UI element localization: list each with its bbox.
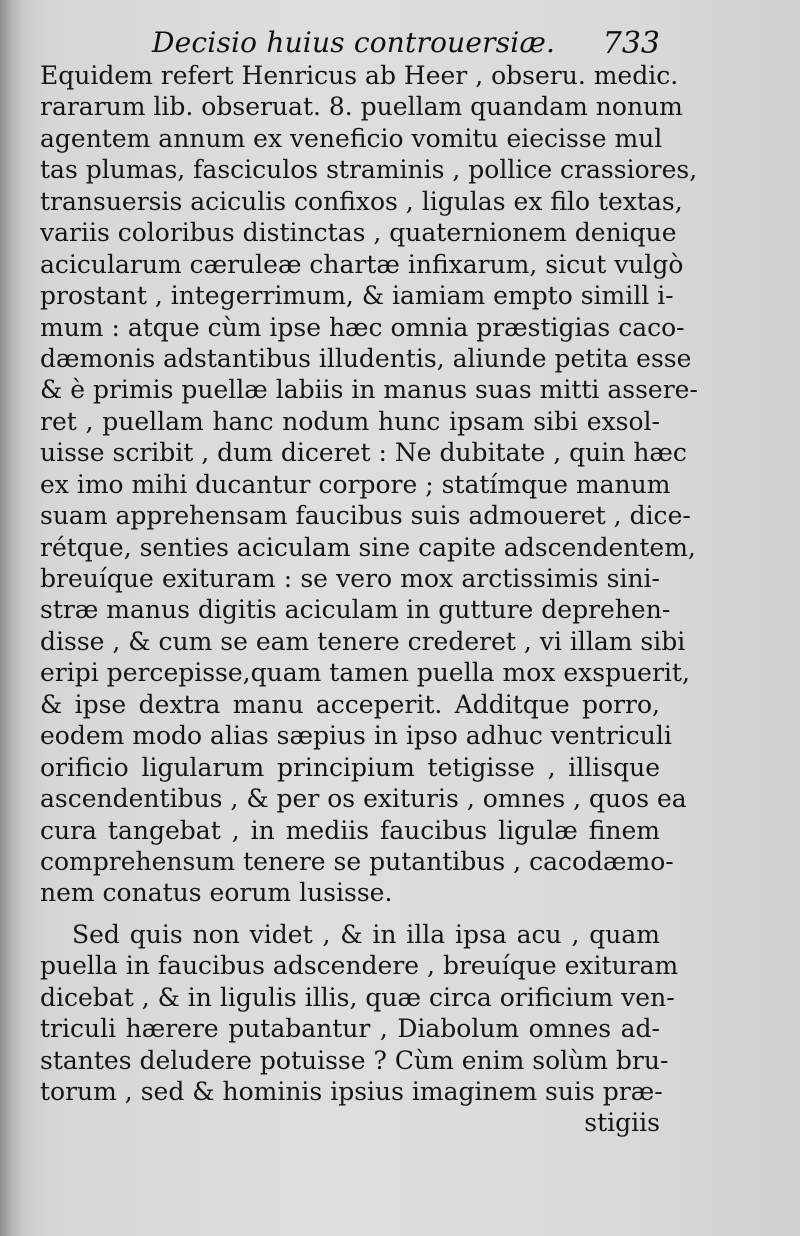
text-line: & è primis puellæ labiis in manus suas mitti assere- xyxy=(40,375,698,405)
text-line: rétque, senties aciculam sine capite adscendentem, xyxy=(40,532,696,562)
text-line: stantes deludere potuisse ? Cùm enim solùm bru- xyxy=(40,1045,669,1075)
text-line: prostant , integerrimum, & iamiam empto simill i- xyxy=(40,281,674,311)
text-line: uisse scribit , dum diceret : Ne dubitate , quin hæc xyxy=(40,438,687,468)
page-header xyxy=(40,24,660,64)
gutter-shadow xyxy=(0,0,22,1236)
text-line: dicebat , & in ligulis illis, quæ circa orificium ven- xyxy=(40,982,675,1012)
text-line: Equidem refert Henricus ab Heer , obseru. medic. xyxy=(40,61,679,90)
text-line: nem conatus eorum lusisse. xyxy=(40,878,393,908)
text-line: comprehensum tenere se putantibus , cacodæmo- xyxy=(40,846,674,876)
text-line: puella in faucibus adscendere , breuíque exituram xyxy=(40,951,679,981)
text-line: ret , puellam hanc nodum hunc ipsam sibi exsol- xyxy=(40,406,660,436)
text-line: stræ manus digitis aciculam in gutture deprehen- xyxy=(40,595,671,625)
text-line: acicularum cæruleæ chartæ infixarum, sicut vulgò xyxy=(40,249,684,279)
text-line: agentem annum ex veneficio vomitu eiecisse mul xyxy=(40,123,663,153)
text-line: rararum lib. obseruat. 8. puellam quandam nonum xyxy=(40,92,683,122)
text-line: Sed quis non videt , & in illa ipsa acu , quam xyxy=(72,919,660,949)
text-line: triculi hærere putabantur , Diabolum omnes ad- xyxy=(40,1014,660,1044)
text-line: & ipse dextra manu acceperit. Additque porro, xyxy=(40,689,660,719)
text-line: suam apprehensam faucibus suis admoueret , dice- xyxy=(40,501,691,531)
paragraph-gap xyxy=(40,909,660,919)
text-line: ex imo mihi ducantur corpore ; statímque manum xyxy=(40,469,671,499)
text-line: orificio ligularum principium tetigisse , illisque xyxy=(40,752,660,782)
text-line: variis coloribus distinctas , quaternionem denique xyxy=(40,218,677,248)
text-line: ascendentibus , & per os exituris , omnes , quos ea xyxy=(40,784,687,814)
text-line: torum , sed & hominis ipsius imaginem suis præ- xyxy=(40,1077,663,1106)
text-line: mum : atque cùm ipse hæc omnia præstigias caco- xyxy=(40,312,685,342)
text-line: tas plumas, fasciculos straminis , pollice crassiores, xyxy=(40,155,698,185)
catchword: stigiis xyxy=(584,1108,660,1138)
page-number: 733 xyxy=(602,26,660,61)
text-line: transuersis aciculis confixos , ligulas ex filo textas, xyxy=(40,186,683,216)
text-line: disse , & cum se eam tenere crederet , vi illam sibi xyxy=(40,626,686,656)
text-line: eripi percepisse,quam tamen puella mox exspuerit, xyxy=(40,658,690,688)
text-line: dæmonis adstantibus illudentis, aliunde petita esse xyxy=(40,343,692,373)
text-line: eodem modo alias sæpius in ipso adhuc ventriculi xyxy=(40,721,672,751)
text-line: breuíque exituram : se vero mox arctissimis sini- xyxy=(40,564,660,593)
body-text xyxy=(40,60,698,1139)
running-title: Decisio huius controuersiæ. xyxy=(152,26,556,59)
text-line: cura tangebat , in mediis faucibus ligulæ finem xyxy=(40,815,660,845)
